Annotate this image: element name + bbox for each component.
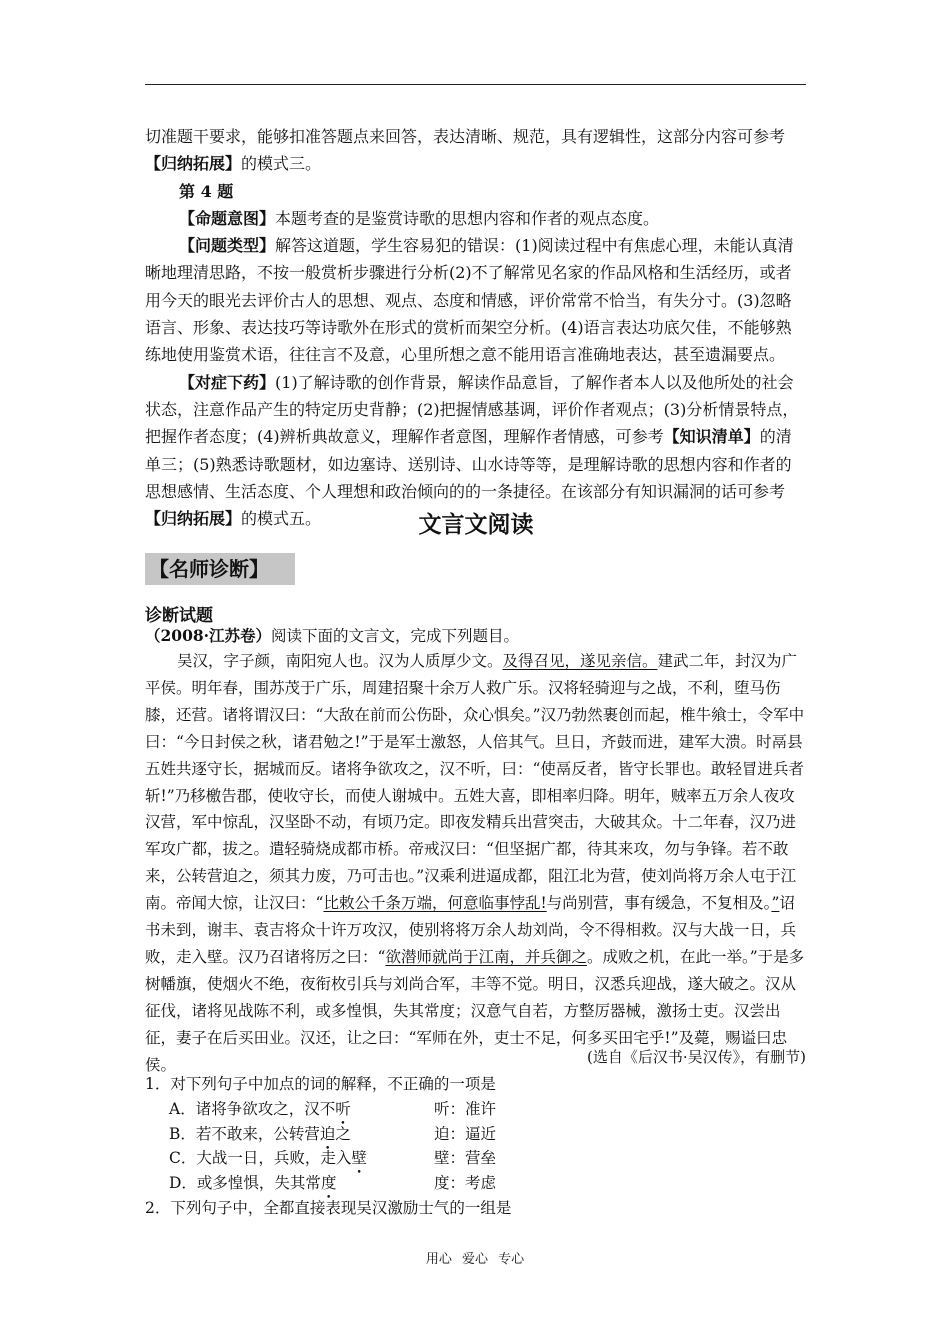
text-run: C．大战一日，兵败，走入 [169,1149,352,1168]
exam-intro [145,624,519,646]
option-b [145,1122,807,1147]
type-label: 【问题类型】 [179,236,276,256]
option-sentence [169,1171,434,1196]
text-run: 的清单三；(5)熟悉诗歌题材，如边塞诗、送别诗、山水诗等等，是理解诗歌的思想内容和作者的思想感情、生活态度、个人理想和政治倾向的的一条捷径。在该部分有知识漏洞的话可参考 [145,427,792,501]
dotted-word: 壁 [351,1149,367,1168]
text-run: 的模式三。 [241,154,322,174]
dotted-word: 迫 [319,1124,336,1143]
dotted-word: 度 [320,1174,337,1193]
option-sentence [169,1097,434,1122]
dotted-word: 听 [335,1099,351,1118]
intro-text: 阅读下面的文言文，完成下列题目。 [271,627,520,645]
text-run: B．若不敢来，公转营 [169,1124,320,1143]
exam-source: （2008·江苏卷） [145,626,272,645]
diagnosis-heading: 诊断试题 [145,606,213,626]
option-gloss: 壁：营垒 [434,1149,497,1168]
underlined-sentence: 比敕公千条万端，何意临事悖乱! [323,894,547,913]
passage-text: 。成败之机，在此一举。”于是多树幡旗，使烟火不绝，夜衔枚引兵与刘尚合军，丰等不觉。明日，汉悉兵迎战，遂大破之。汉从征伐，诸将见战陈不利，或多惶惧，失其常度；汉意气自若，方整厉器械，激扬士吏。汉尝出征，妻子在后买田业。汉还，让之曰：“军师在外，吏士不足，何多买田宅乎!”及薨，赐谥曰忠侯。 [145,947,805,1074]
underlined-sentence: ” [771,894,780,913]
passage-text: 吴汉，字子颜，南阳宛人也。汉为人质厚少文。 [177,652,503,670]
option-a [145,1097,807,1122]
reference-tag: 【归纳拓展】 [145,509,242,529]
header-rule [145,84,806,85]
reference-tag: 【归纳拓展】 [145,154,242,174]
section-title: 文言文阅读 [418,512,534,538]
intent-label: 【命题意图】 [179,208,276,228]
poetry-analysis-section [145,123,807,532]
underlined-sentence: 及得召见，遂见亲信。 [502,652,658,670]
classical-passage [145,648,807,1079]
question-4-heading: 第 4 题 [179,181,234,201]
option-c [145,1146,807,1171]
underlined-sentence: 欲潜师就尚于江南，并兵御之 [385,947,587,966]
option-d [145,1171,807,1196]
type-text: 解答这道题，学生容易犯的错误：(1)阅读过程中有焦虑心理，未能认真清晰地理清思路，不按一般赏析步骤进行分析(2)不了解常见名家的作品风格和生活经历，或者用今天的眼光去评价古人的思想、观点、态度和情感，评价常常不恰当，有失分寸。(3)忽略语言、形象、表达技巧等诗歌外在形式的赏析而架空分析。(4)语言表达功底欠佳，不能够熟练地使用鉴赏术语，往往言不及意，心里所想之意不能用语言准确地表达，甚至遗漏要点。 [145,236,794,365]
paragraph-continued [145,123,807,178]
passage-paragraph [145,648,807,1079]
remedy-label: 【对症下药】 [179,372,276,392]
option-gloss: 度：考虑 [434,1174,497,1193]
page-footer: 用心 爱心 专心 [425,1252,525,1267]
text-run: 的模式五。 [241,509,322,529]
questions [145,1072,807,1221]
passage-text: 与尚别营，事有缓急，不复相及。 [546,894,772,913]
intent-paragraph [145,205,807,232]
text-run: (1)了解诗歌的创作背景，解读作品意旨，了解作者本人以及他所处的社会状态，注意作品产生的特定历史背静；(2)把握情感基调，评价作者观点；(3)分析情景特点，把握作者态度；(4)辨析典故意义，理解作者意图，理解作者情感，可参考 [145,372,799,447]
reference-tag: 【知识清单】 [663,427,760,447]
type-paragraph [145,232,807,368]
text-run: D．或多惶惧，失其常 [169,1174,321,1193]
text-run: A．诸将争欲攻之，汉不 [169,1099,336,1118]
option-gloss: 听：准许 [434,1099,497,1118]
text-run: 切准题干要求，能够扣准答题点来回答，表达清晰、规范，具有逻辑性，这部分内容可参考 [145,127,786,146]
option-gloss: 迫：逼近 [434,1124,497,1143]
passage-text: 建武二年，封汉为广平侯。明年春，围苏茂于广乐，周建招聚十余万人救广乐。汉将轻骑迎与之战，不利，堕马伤膝，还营。诸将谓汉曰：“大敌在前而公伤卧，众心惧矣。”汉乃勃然裹创而起，椎牛飨士，令军中曰：“今日封侯之秋，诸君勉之!”于是军士激怒，人倍其气。旦日，齐鼓而进，建军大溃。时鬲县五姓共逐守长，据城而反。诸将争欲攻之，汉不听，曰：“使鬲反者，皆守长罪也。敢轻冒进兵者斩!”乃移檄告郡，使收守长，而使人谢城中。五姓大喜，即相率归降。明年，贼率五万余人夜攻汉营，军中惊乱，汉坚卧不动，有顷乃定。即夜发精兵出营突击，大破其众。十二年春，汉乃进军攻广都，拔之。遣轻骑烧成都市桥。帝戒汉曰：“但坚据广都，待其来攻，勿与争锋。若不敢来，公转营迫之，须其力废，乃可击也。”汉乘利进逼成都，阻江北为营，使刘尚将万余人屯于江南。帝闻大惊，让汉曰：“ [145,652,805,913]
option-sentence [169,1122,434,1147]
master-diagnosis-badge: 【名师诊断】 [145,553,295,585]
text-run: 之 [335,1124,351,1143]
source-note: (选自《后汉书·吴汉传》，有删节) [587,1048,806,1066]
option-sentence [169,1146,434,1171]
question-2-stem: 2．下列句子中，全都直接表现吴汉激励士气的一组是 [145,1198,512,1217]
question-1-stem: 1．对下列句子中加点的词的解释，不正确的一项是 [145,1075,496,1093]
passage-text: 诏书未到，谢丰、袁吉将众十许万攻汉，使别将将万余人劫刘尚，令不得相救。汉与大战一日，兵败，走入壁。汉乃召诸将厉之曰：“ [145,894,797,966]
intent-text: 本题考查的是鉴赏诗歌的思想内容和作者的观点态度。 [275,208,660,228]
